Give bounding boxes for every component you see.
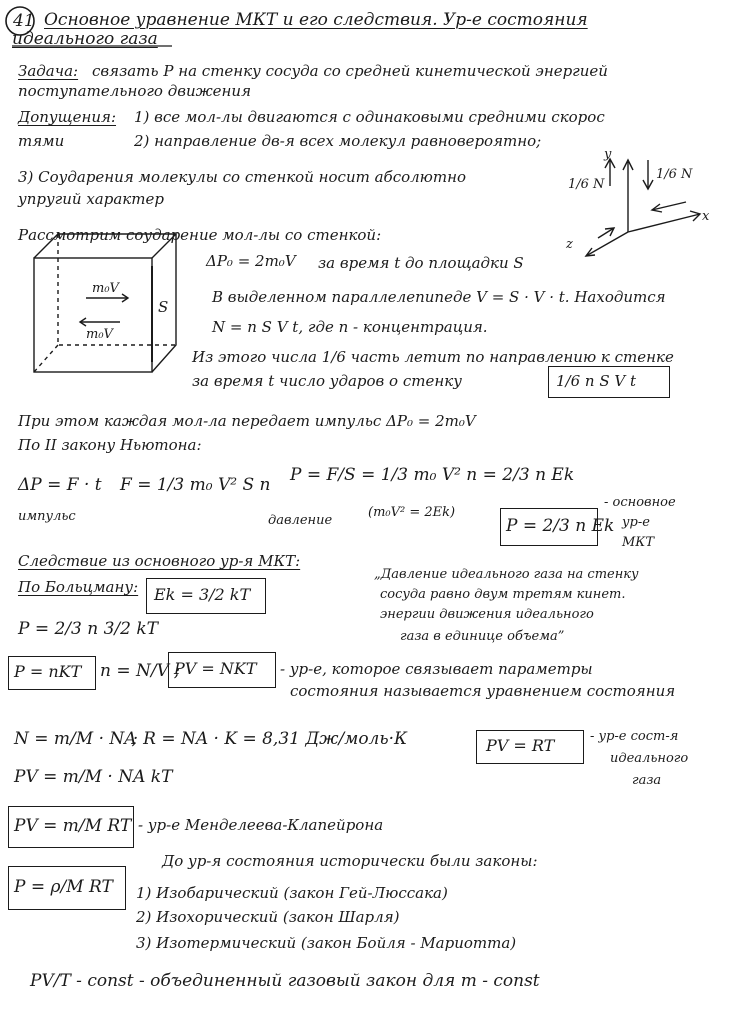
quote-line-3: энергии движения идеального [380,607,594,622]
eq-pressure: P = F/S = 1/3 m₀ V² n = 2/3 n Ek [290,465,575,485]
law-isothermal: 3) Изотермический (закон Бойля - Мариотта) [136,934,517,952]
laws-heading: До ур-я состояния исторически были законы: [162,852,538,870]
gas-constant-eq: ; R = NA · K = 8,31 Дж/моль·К [132,729,408,749]
assumptions-label: Допущения: [18,108,117,126]
ideal-gas-label-1: - ур-е сост-я [590,729,679,744]
pv-expanded-eq: PV = m/M · NA kT [14,767,173,787]
state-eq-desc-1: - ур-е, которое связывает параметры [280,660,593,678]
ideal-gas-label-2: идеального [610,751,689,766]
cube-mv-bottom: m₀V [86,327,113,342]
eq-force: F = 1/3 m₀ V² S n [120,475,271,495]
mkt-label-1: - основное [604,495,676,510]
task-text-line2: поступательного движения [18,82,252,100]
axis-y-label: y [604,147,612,162]
note-impulse: импульс [18,509,76,524]
cube-area-label: S [158,298,169,316]
assumption-1-tail: тями [18,132,65,150]
assumption-3-tail: упругий характер [18,190,164,208]
assumption-2: 2) направление дв-я всех молекул равновероятно; [134,132,542,150]
quote-line-2: сосуда равно двум третям кинет. [380,587,626,602]
task-label: Задача: [18,62,79,80]
impulse-line: При этом каждая мол-ла передает импульс ΔP₀ = 2m₀V [18,412,476,430]
page-title: Основное уравнение МКТ и его следствия. Ур-е состояния [44,10,588,30]
impact-count-formula: 1/6 n S V t [556,372,637,390]
mkt-equation: P = 2/3 n Ek [506,516,615,536]
impact-count-line: за время t число ударов о стенку [192,372,462,390]
cube-mv-top: m₀V [92,281,119,296]
problem-number: 41 [13,11,35,31]
axis-z-label: z [566,237,573,252]
pnkt-equation: P = nKT [14,662,82,681]
assumption-1: 1) все мол-лы двигаются с одинаковыми средними скорос [134,108,605,126]
parallelepiped-line: В выделенном параллелепипеде V = S · V · t. Находится [212,288,666,306]
fraction-line: Из этого числа 1/6 часть летит по направлению к стенке [192,348,674,366]
page-title-line2: идеального газа [12,29,158,49]
energy-equation: Ek = 3/2 kT [154,585,251,604]
law-isobaric: 1) Изобарический (закон Гей-Люссака) [136,884,448,902]
state-eq-desc-2: состояния называется уравнением состояния [290,682,676,700]
pressure-temp-eq: P = 2/3 n 3/2 kT [18,619,159,639]
combined-gas-law: PV/T - const - объединенный газовый закон для m - const [30,971,540,991]
ideal-gas-label-3: газа [632,773,662,788]
concentration-eq: n = N/V ; [100,661,181,681]
axis-x-label: x [702,209,710,224]
concentration-line: N = n S V t, где n - концентрация. [212,318,488,336]
n-sixth-right: 1/6 N [656,167,693,182]
n-sixth-left: 1/6 N [568,177,605,192]
momentum-change-tail: за время t до площадки S [318,254,524,272]
task-text: связать P на стенку сосуда со средней кинетической энергией [92,62,608,80]
consequence-heading: Следствие из основного ур-я МКТ: [18,552,301,570]
mkt-label-2: ур-е [622,515,650,530]
collision-heading: Рассмотрим соударение мол-лы со стенкой: [18,226,382,244]
ideal-gas-equation: PV = RT [486,736,555,755]
assumption-3: 3) Соударения молекулы со стенкой носит абсолютно [18,168,467,186]
clapeyron-label: - ур-е Менделеева-Клапейрона [138,816,384,834]
momentum-change: ΔP₀ = 2m₀V [206,252,296,270]
newton-heading: По II закону Ньютона: [18,436,202,454]
mkt-label-3: МКТ [622,535,655,550]
note-pressure: давление [268,513,333,528]
eq-impulse: ΔP = F · t [18,475,102,495]
cube-drawing [34,234,176,372]
boltzmann-label: По Больцману: [18,578,139,596]
density-equation: P = ρ/M RT [14,877,113,897]
pvnkt-equation: PV = NKT [174,659,257,678]
quote-line-1: „Давление идеального газа на стенку [374,567,639,582]
note-energy: (m₀V² = 2Ek) [368,505,456,520]
molecule-count-eq: N = m/M · NA [14,729,137,749]
quote-line-4: газа в единице объема” [400,629,565,644]
clapeyron-equation: PV = m/M RT [14,816,132,836]
law-isochoric: 2) Изохорический (закон Шарля) [136,908,400,926]
